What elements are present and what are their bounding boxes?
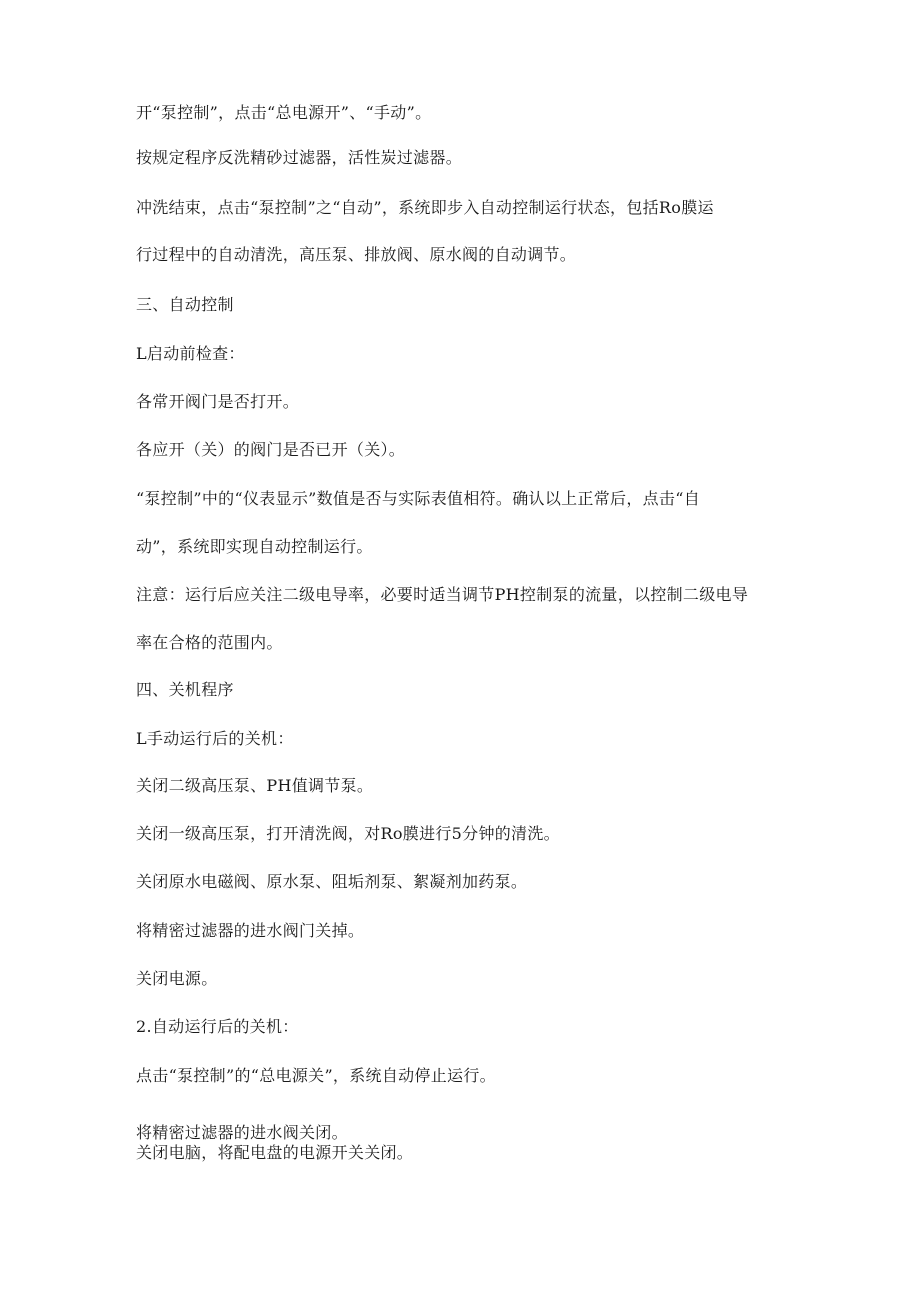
text-line: 关闭一级高压泵，打开清洗阀，对Ro膜进行5分钟的清洗。 bbox=[136, 824, 560, 843]
text-line: 关闭原水电磁阀、原水泵、阻垢剂泵、絮凝剂加药泵。 bbox=[136, 872, 528, 891]
text-line: 将精密过滤器的进水阀关闭。 bbox=[136, 1123, 348, 1142]
text-line: 动”，系统即实现自动控制运行。 bbox=[136, 537, 373, 556]
text-line: 行过程中的自动清洗，高压泵、排放阀、原水阀的自动调节。 bbox=[136, 245, 577, 264]
text-line: 按规定程序反洗精砂过滤器，活性炭过滤器。 bbox=[136, 148, 463, 167]
text-line: 点击“泵控制”的“总电源关”，系统自动停止运行。 bbox=[136, 1066, 496, 1085]
text-line: “泵控制”中的“仪表显示”数值是否与实际表值相符。确认以上正常后，点击“自 bbox=[136, 489, 700, 508]
text-line: 关闭二级高压泵、PH值调节泵。 bbox=[136, 776, 374, 795]
subsection-heading: 2.自动运行后的关机： bbox=[136, 1017, 299, 1036]
text-line: 关闭电脑，将配电盘的电源开关关闭。 bbox=[136, 1143, 414, 1162]
subsection-heading: L启动前检查： bbox=[136, 344, 245, 363]
text-line: 各应开（关）的阀门是否已开（关）。 bbox=[136, 440, 406, 459]
section-heading: 四、关机程序 bbox=[136, 680, 234, 699]
text-line: 关闭电源。 bbox=[136, 969, 218, 988]
note-line: 注意：运行后应关注二级电导率，必要时适当调节PH控制泵的流量，以控制二级电导 bbox=[136, 585, 749, 604]
text-line: 各常开阀门是否打开。 bbox=[136, 392, 300, 411]
section-heading: 三、自动控制 bbox=[136, 295, 234, 314]
subsection-heading: L手动运行后的关机： bbox=[136, 729, 294, 748]
text-line: 开“泵控制”，点击“总电源开”、“手动”。 bbox=[136, 103, 432, 122]
note-line: 率在合格的范围内。 bbox=[136, 633, 283, 652]
text-line: 冲洗结束，点击“泵控制”之“自动”，系统即步入自动控制运行状态，包括Ro膜运 bbox=[136, 198, 714, 217]
text-line: 将精密过滤器的进水阀门关掉。 bbox=[136, 921, 365, 940]
